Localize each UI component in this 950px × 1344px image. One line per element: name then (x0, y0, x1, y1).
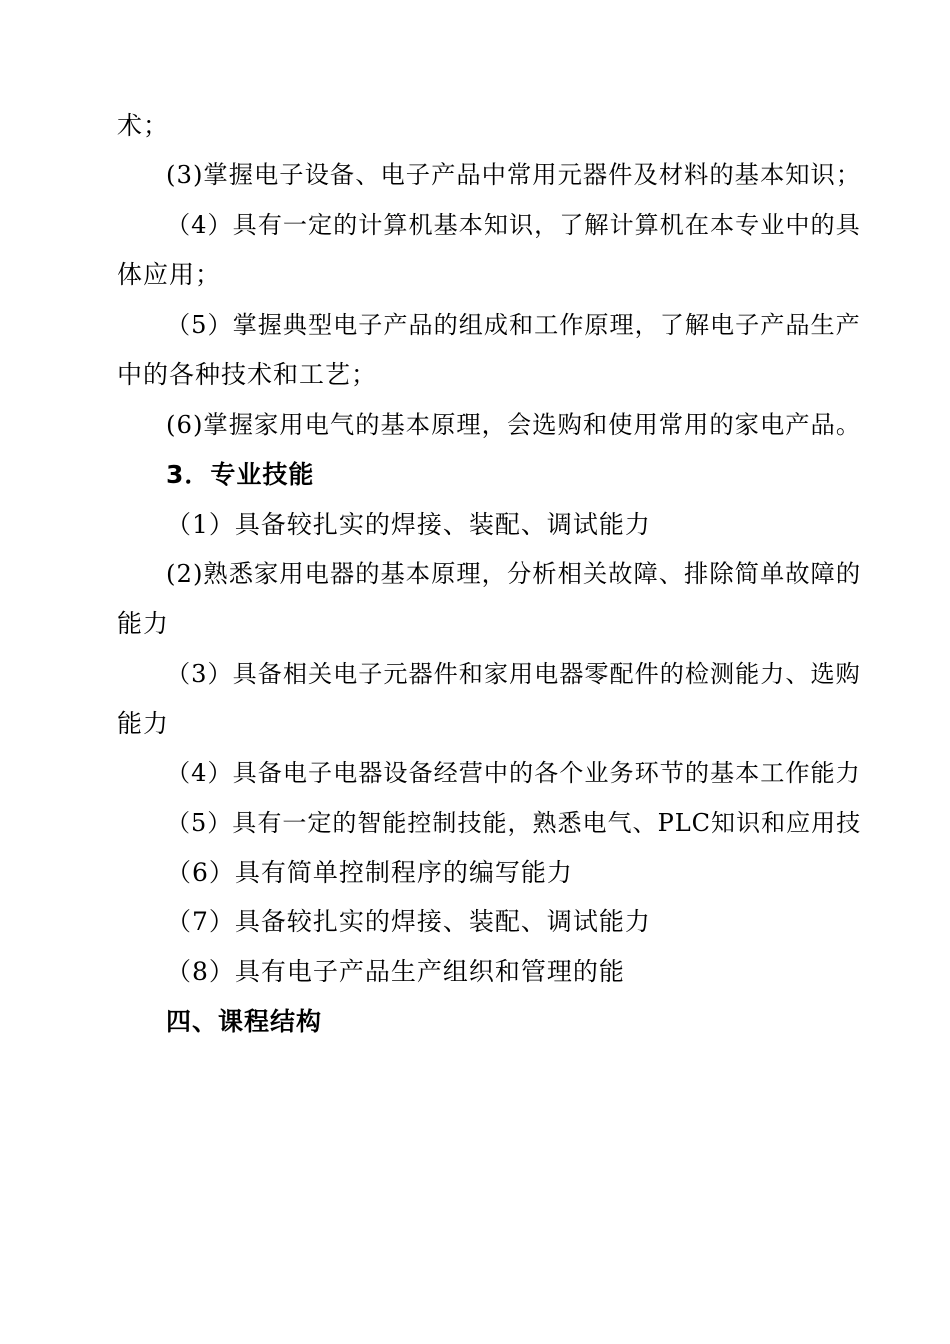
list-item-skill-1: （1）具备较扎实的焊接、装配、调试能力 (166, 510, 651, 539)
list-item-skill-3: （3）具备相关电子元器件和家用电器零配件的检测能力、选购 (166, 660, 861, 688)
list-item-knowledge-3: (3)掌握电子设备、电子产品中常用元器件及材料的基本知识； (166, 160, 862, 189)
list-item-skill-5: （5）具有一定的智能控制技能，熟悉电气、PLC知识和应用技 (166, 809, 862, 837)
list-item-knowledge-4: （4）具有一定的计算机基本知识，了解计算机在本专业中的具 (166, 211, 861, 239)
list-item-skill-8: （8）具有电子产品生产组织和管理的能 (166, 957, 625, 986)
list-item-skill-2-continuation: 能力 (117, 609, 170, 638)
list-item-skill-7: （7）具备较扎实的焊接、装配、调试能力 (166, 907, 651, 936)
text-line-continuation: 术； (117, 111, 170, 140)
list-item-skill-4: （4）具备电子电器设备经营中的各个业务环节的基本工作能力 (166, 759, 861, 787)
list-item-knowledge-5: （5）掌握典型电子产品的组成和工作原理，了解电子产品生产 (166, 311, 861, 339)
list-item-skill-2: (2)熟悉家用电器的基本原理，分析相关故障、排除简单故障的 (166, 559, 862, 588)
list-item-knowledge-4-continuation: 体应用； (117, 260, 222, 289)
list-item-skill-6: （6）具有简单控制程序的编写能力 (166, 858, 573, 887)
list-item-knowledge-5-continuation: 中的各种技术和工艺； (117, 360, 378, 389)
section-heading-skills: 3．专业技能 (166, 460, 315, 489)
list-item-knowledge-6: (6)掌握家用电气的基本原理，会选购和使用常用的家电产品。 (166, 410, 862, 439)
section-heading-course-structure: 四、课程结构 (166, 1007, 323, 1036)
list-item-skill-3-continuation: 能力 (117, 709, 170, 738)
